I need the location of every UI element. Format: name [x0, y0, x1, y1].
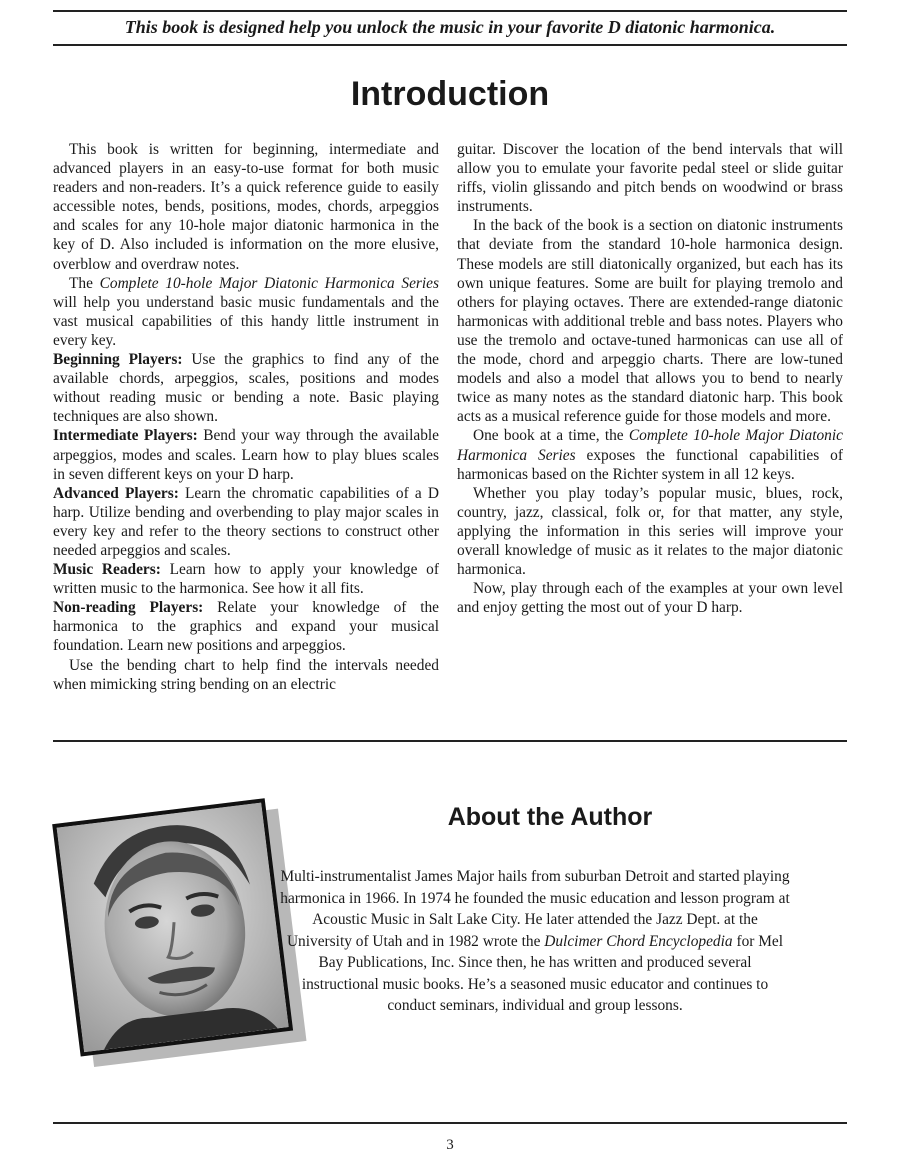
now-paragraph: Now, play through each of the examples at your own level and enjoy getting the most out of your D harp.	[457, 580, 843, 617]
page-title: Introduction	[350, 75, 550, 113]
beginning-players-label: Beginning Players:	[53, 351, 183, 369]
intro-paragraph: This book is written for beginning, intermediate and advanced players in an easy-to-use format for both music readers and non-readers. It’s a quick reference guide to easily accessible notes, bends, positions, modes, chords, arpeggios and scales for any 10-hole major diatonic harmonica in the key of D. Also included is information on the more elusive, overblow and overdraw notes.	[53, 141, 439, 273]
author-photo	[52, 798, 293, 1056]
music-readers-label: Music Readers:	[53, 561, 161, 579]
intermediate-players-label: Intermediate Players:	[53, 427, 198, 445]
top-rule	[53, 10, 847, 12]
intro-left-column	[53, 140, 439, 694]
intermediate-players-paragraph: Intermediate Players: Bend your way through the available arpeggios, modes and scales. Learn how to play blues scales in seven different keys on your D harp.	[53, 427, 439, 483]
intro-right-column	[457, 140, 843, 617]
section-divider	[53, 740, 847, 742]
back-of-book-paragraph: In the back of the book is a section on diatonic instruments that deviate from the standard 10-hole harmonica design. These models are still diatonically organized, but each has its own unique features. Some are built for playing tremolo and others for playing octaves. There are extended-range diatonic harmonicas with additional treble and bass notes. Players who use the tremolo and octave-tuned harmonicas can use all of the mode, chord and arpeggio charts. There are low-tuned models and also a model that allows you to bend to nearly twice as many notes as the standard diatonic harp. This book acts as a musical reference guide for those models and more.	[457, 217, 843, 426]
header-banner: This book is designed help you unlock the music in your favorite D diatonic harmonica.	[124, 17, 776, 37]
bending-continued-paragraph: guitar. Discover the location of the bend intervals that will allow you to emulate your favorite pedal steel or slide guitar riffs, violin glissando and pitch bends on woodwind or brass instruments.	[457, 141, 843, 216]
music-readers-paragraph: Music Readers: Learn how to apply your knowledge of written music to the harmonica. See how it all fits.	[53, 561, 439, 598]
advanced-players-label: Advanced Players:	[53, 484, 179, 502]
about-author-heading: About the Author	[447, 803, 653, 831]
advanced-players-paragraph: Advanced Players: Learn the chromatic capabilities of a D harp. Utilize bending and overbending to play major scales in every key and refer to the theory sections to construct other needed arpeggios and scales.	[53, 484, 439, 559]
bending-chart-paragraph: Use the bending chart to help find the intervals needed when mimicking string bending on an electric	[53, 656, 439, 693]
author-portrait-image	[57, 803, 289, 1052]
series-title: Complete 10-hole Major Diatonic Harmonica Series	[457, 427, 843, 464]
banner-bottom-rule	[53, 44, 847, 46]
whether-paragraph: Whether you play today’s popular music, blues, rock, country, jazz, classical, folk or, for that matter, any style, applying the information in this series will improve your overall knowledge of music as it relates to the major diatonic harmonica.	[457, 484, 843, 579]
series-paragraph: The Complete 10-hole Major Diatonic Harmonica Series will help you understand basic music fundamentals and the vast musical capabilities of this handy little instrument in every key.	[53, 274, 440, 349]
footer-rule	[53, 1122, 847, 1124]
one-book-paragraph: One book at a time, the Complete 10-hole Major Diatonic Harmonica Series exposes the functional capabilities of harmonicas based on the Richter system in all 12 keys.	[457, 427, 843, 483]
non-reading-players-paragraph: Non-reading Players: Relate your knowledge of the harmonica to the graphics and expand your musical foundation. Learn new positions and arpeggios.	[53, 599, 439, 655]
beginning-players-paragraph: Beginning Players: Use the graphics to find any of the available chords, arpeggios, scales, positions and modes without reading music or bending a note. Basic playing techniques are also shown.	[53, 351, 439, 426]
series-title: Complete 10-hole Major Diatonic Harmonica Series	[99, 274, 440, 292]
page-number: 3	[446, 1137, 454, 1153]
non-reading-players-label: Non-reading Players:	[53, 599, 204, 617]
author-photo-frame	[52, 797, 300, 1062]
author-bio: Multi-instrumentalist James Major hails from suburban Detroit and started playing harmonica in 1966. In 1974 he founded the music education and lesson program at Acoustic Music in Salt Lake City. He later attended the Jazz Dept. at the University of Utah and in 1982 wrote the Dulcimer Chord Encyclopedia for Mel Bay Publications, Inc. Since then, he has written and produced several instructional music books. He’s a seasoned music educator and continues to conduct seminars, individual and group lessons.	[280, 868, 790, 1014]
book-title: Dulcimer Chord Encyclopedia	[544, 932, 733, 950]
